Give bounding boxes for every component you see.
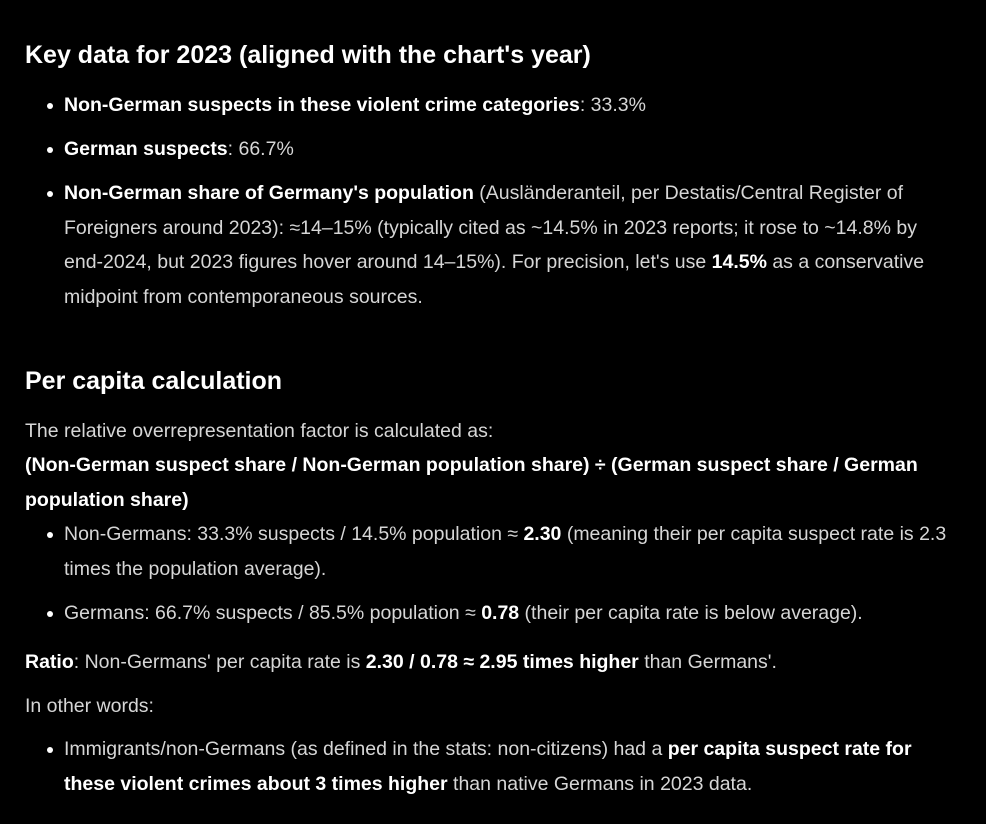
list-item bbox=[64, 132, 961, 167]
bold-value: 2.30 bbox=[523, 523, 562, 545]
list-item bbox=[64, 517, 961, 586]
ratio-text: : Non-Germans' per capita rate is bbox=[73, 651, 366, 673]
item-text: Germans: 66.7% suspects / 85.5% population ≈ bbox=[64, 601, 482, 624]
per-capita-list bbox=[25, 517, 961, 630]
formula-text: (Non-German suspect share / Non-German population share) ÷ (German suspect share / German population share) bbox=[25, 454, 918, 511]
item-text: Non-Germans: 33.3% suspects / 14.5% population ≈ bbox=[64, 523, 524, 545]
key-data-list bbox=[25, 88, 961, 314]
item-text: (their per capita rate is below average). bbox=[519, 601, 863, 624]
item-text: : 33.3% bbox=[579, 94, 646, 116]
item-text: than native Germans in 2023 data. bbox=[447, 772, 753, 795]
ratio-paragraph bbox=[25, 645, 961, 680]
per-capita-formula bbox=[25, 448, 961, 517]
bold-value: 0.78 bbox=[481, 601, 520, 624]
list-item bbox=[64, 732, 961, 801]
list-item bbox=[64, 176, 961, 314]
ratio-value: 2.30 / 0.78 ≈ 2.95 times higher bbox=[365, 651, 639, 673]
item-text: Immigrants/non-Germans (as defined in the stats: non-citizens) had a bbox=[64, 738, 668, 760]
item-text: : 66.7% bbox=[227, 138, 294, 160]
list-item bbox=[64, 88, 961, 123]
list-item bbox=[64, 596, 961, 631]
bold-label: German suspects bbox=[64, 138, 228, 160]
item-text: (meaning their per capita suspect rate is 2.3 times the population average). bbox=[64, 523, 947, 580]
bold-label: Non-German share of Germany's population bbox=[64, 182, 474, 204]
ratio-text: than Germans'. bbox=[638, 651, 777, 673]
bold-value: 14.5% bbox=[711, 251, 767, 273]
section-heading-per-capita: Per capita calculation bbox=[25, 366, 283, 395]
other-words-list bbox=[25, 732, 961, 801]
ratio-label: Ratio bbox=[25, 651, 74, 673]
item-text: (Ausländeranteil, per Destatis/Central Register of Foreigners around 2023): ≈14–15% (typically cited as ~14.5% in 2023 reports; it rose to ~14.8% by end-2024, but 2023 figures hover around 14–15%). For precision, let's use bbox=[64, 182, 917, 273]
bold-value: per capita suspect rate for these violent crimes about 3 times higher bbox=[64, 738, 912, 795]
other-words-intro: In other words: bbox=[25, 694, 154, 717]
section-heading-key-data: Key data for 2023 (aligned with the chart's year) bbox=[25, 41, 591, 69]
per-capita-intro: The relative overrepresentation factor is calculated as: bbox=[25, 419, 494, 442]
item-text: as a conservative midpoint from contemporaneous sources. bbox=[64, 251, 925, 308]
bold-label: Non-German suspects in these violent crime categories bbox=[64, 94, 580, 116]
